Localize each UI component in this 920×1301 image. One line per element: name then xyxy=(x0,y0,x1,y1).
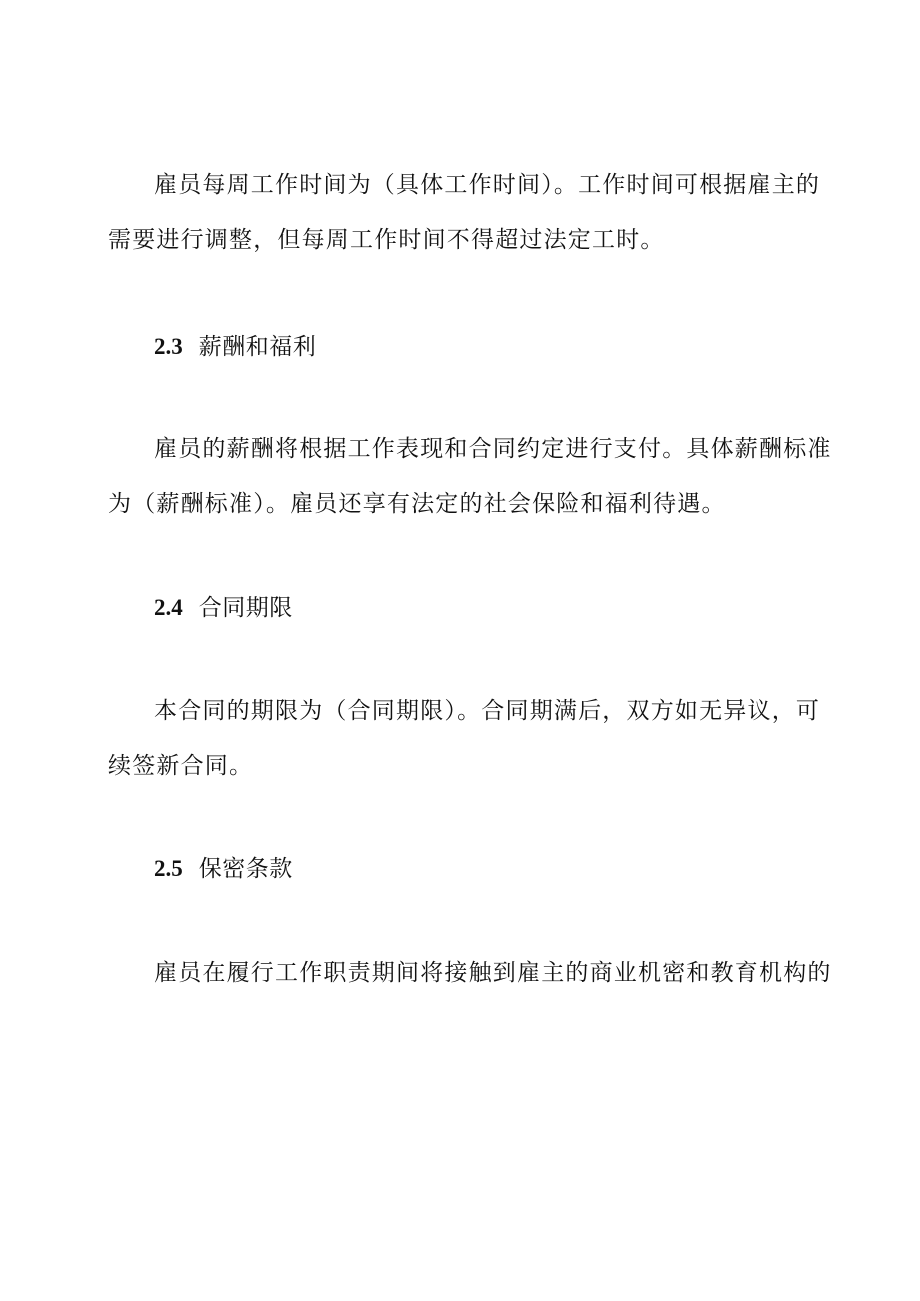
section-number: 2.4 xyxy=(154,595,183,620)
contract-term-paragraph xyxy=(108,684,821,794)
paragraph-line: 本合同的期限为（合同期限）。合同期满后，双方如无异议，可 xyxy=(154,698,821,724)
section-heading-confidentiality xyxy=(154,853,293,885)
paragraph-line: 续签新合同。 xyxy=(108,753,254,779)
section-title: 保密条款 xyxy=(198,856,293,882)
section-number: 2.5 xyxy=(154,856,183,881)
section-title: 合同期限 xyxy=(198,595,293,621)
working-hours-paragraph xyxy=(108,158,821,268)
paragraph-line: 雇员的薪酬将根据工作表现和合同约定进行支付。具体薪酬标准 xyxy=(154,436,832,462)
section-heading-compensation xyxy=(154,331,316,363)
paragraph-line: 雇员每周工作时间为（具体工作时间）。工作时间可根据雇主的 xyxy=(154,172,821,198)
paragraph-line: 为（薪酬标准）。雇员还享有法定的社会保险和福利待遇。 xyxy=(108,491,726,517)
section-number: 2.3 xyxy=(154,334,183,359)
section-title: 薪酬和福利 xyxy=(198,334,317,360)
confidentiality-paragraph xyxy=(108,946,832,1001)
compensation-paragraph xyxy=(108,422,832,532)
paragraph-line: 雇员在履行工作职责期间将接触到雇主的商业机密和教育机构的 xyxy=(154,960,832,986)
paragraph-line: 需要进行调整，但每周工作时间不得超过法定工时。 xyxy=(108,227,665,253)
section-heading-contract-term xyxy=(154,592,293,624)
